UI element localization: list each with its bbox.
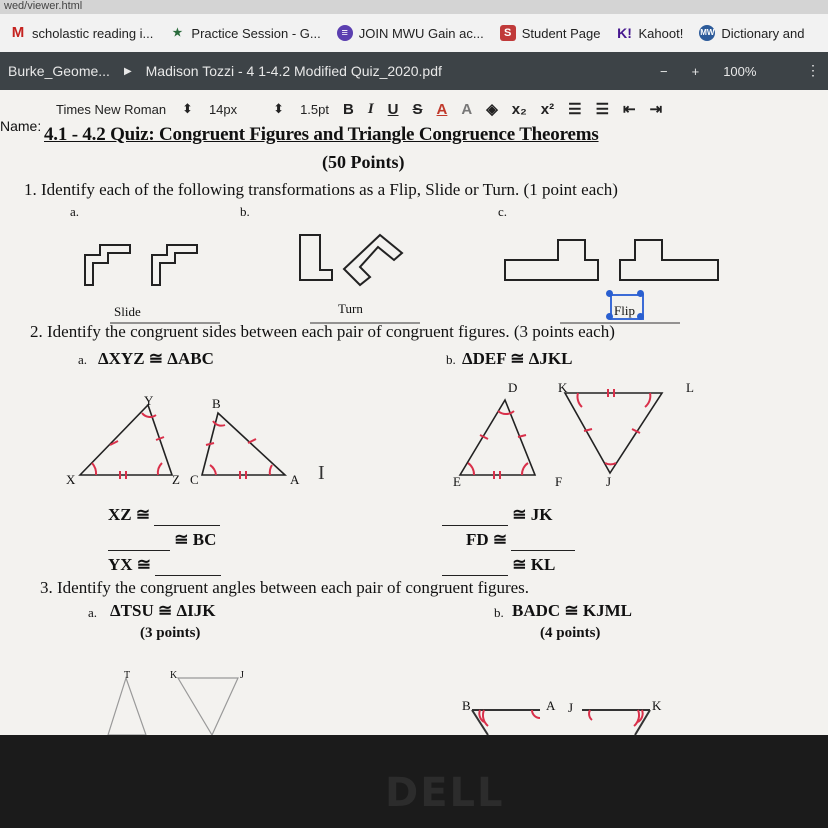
- selection-handle[interactable]: [606, 290, 613, 297]
- merriam-webster-icon: MW: [699, 25, 715, 41]
- selection-handle[interactable]: [637, 313, 644, 320]
- bold-button[interactable]: B: [342, 100, 354, 118]
- bookmark-scholastic[interactable]: M scholastic reading i...: [11, 24, 154, 41]
- paint-bucket-icon[interactable]: ◈: [486, 101, 498, 118]
- bookmark-student-page[interactable]: S Student Page: [500, 25, 601, 41]
- more-menu-icon[interactable]: ⋮: [806, 62, 820, 78]
- q2b-line-1: ≅ JK: [442, 505, 552, 526]
- q2b-label: b.: [446, 352, 456, 367]
- q1a-answer[interactable]: Slide: [114, 304, 141, 319]
- q3b-label: b.: [494, 605, 504, 620]
- q2a-line-1: XZ ≅: [108, 505, 220, 526]
- q1b-answer[interactable]: Turn: [338, 301, 363, 316]
- url-fragment: wed/viewer.html: [0, 0, 828, 14]
- selection-handle[interactable]: [606, 313, 613, 320]
- vertex-label: K: [652, 698, 662, 713]
- answer-blank[interactable]: [108, 530, 170, 551]
- bookmarks-bar: [0, 14, 828, 53]
- vertex-label: T: [124, 670, 131, 681]
- answer-blank[interactable]: [155, 555, 221, 576]
- q1a-shape-1: [85, 245, 130, 285]
- triangle-tsu: [108, 678, 146, 735]
- gmail-m-icon: M: [11, 24, 25, 41]
- bookmark-dictionary[interactable]: MW Dictionary and: [700, 25, 805, 41]
- q2a-statement: ΔXYZ ≅ ΔABC: [98, 349, 214, 368]
- vertex-label: L: [686, 380, 694, 395]
- vertex-label: D: [508, 380, 518, 395]
- q2-triangles: [60, 385, 740, 495]
- kahoot-icon: K!: [617, 25, 632, 41]
- q1-part-a: a.: [70, 204, 80, 219]
- text-cursor-icon: I: [318, 462, 325, 484]
- vertex-label: C: [190, 472, 199, 487]
- vertex-label: A: [290, 472, 300, 487]
- q1b-shape-1: [300, 235, 332, 280]
- q1b-shape-2: [344, 235, 402, 285]
- chevron-updown-icon: ⬍: [182, 101, 193, 116]
- question-3: 3. Identify the congruent angles between each pair of congruent figures.: [40, 578, 530, 597]
- q2a-line-3: YX ≅: [108, 555, 221, 576]
- question-1: 1. Identify each of the following transformations as a Flip, Slide or Turn. (1 point each): [24, 180, 618, 199]
- name-label: Name:: [0, 118, 42, 134]
- highlight-button[interactable]: A: [461, 100, 473, 118]
- q3a-statement: ΔTSU ≅ ΔIJK: [110, 601, 216, 620]
- triangle-def: [460, 400, 535, 475]
- chevron-right-icon: ▶: [123, 65, 132, 77]
- selection-handle[interactable]: [637, 290, 644, 297]
- quiz-points: (50 Points): [322, 152, 405, 172]
- answer-blank[interactable]: [442, 505, 508, 526]
- vertex-label: J: [606, 474, 612, 489]
- strikethrough-button[interactable]: S: [412, 100, 423, 118]
- q1a-shape-2: [152, 245, 197, 285]
- vertex-label: E: [453, 474, 461, 489]
- bookmark-join-mwu[interactable]: ≡ JOIN MWU Gain ac...: [337, 25, 484, 41]
- practice-star-icon: ★: [172, 27, 183, 39]
- vertex-label: Z: [172, 472, 180, 487]
- vertex-label: F: [555, 474, 563, 489]
- q2a-label: a.: [78, 352, 88, 367]
- text-format-toolbar: [40, 92, 828, 126]
- q1-part-b: b.: [240, 204, 250, 219]
- vertex-label: K: [558, 380, 568, 395]
- outdent-icon[interactable]: ⇤: [623, 101, 636, 118]
- vertex-label: A: [546, 698, 556, 713]
- q1c-shape-1: [505, 240, 598, 280]
- q3a-points: (3 points): [140, 625, 201, 641]
- q2b-line-3: ≅ KL: [442, 555, 555, 576]
- numbered-list-icon[interactable]: ☰: [595, 101, 610, 118]
- text-color-button[interactable]: A: [436, 100, 448, 118]
- answer-blank[interactable]: [154, 505, 220, 526]
- font-size-select[interactable]: 14px: [208, 101, 238, 117]
- student-page-icon: S: [500, 25, 516, 41]
- zoom-level[interactable]: 100%: [723, 63, 757, 79]
- q3-figures: [100, 668, 700, 735]
- pdf-file-name: Madison Tozzi - 4 1-4.2 Modified Quiz_2020.pdf: [145, 63, 442, 79]
- q1-part-c: c.: [498, 204, 508, 219]
- subscript-button[interactable]: x₂: [511, 100, 527, 118]
- vertex-label: X: [66, 472, 76, 487]
- q2a-line-2: ≅ BC: [108, 530, 216, 551]
- answer-blank[interactable]: [442, 555, 508, 576]
- globe-icon: ≡: [337, 25, 353, 41]
- bookmark-kahoot[interactable]: K! Kahoot!: [617, 25, 684, 41]
- quiz-title: 4.1 - 4.2 Quiz: Congruent Figures and Triangle Congruence Theorems: [44, 124, 599, 145]
- bookmark-practice-session[interactable]: ★ Practice Session - G...: [169, 25, 320, 41]
- dell-logo: DELL: [385, 770, 505, 816]
- line-height-select[interactable]: 1.5pt: [300, 101, 329, 117]
- vertex-label: B: [462, 698, 471, 713]
- vertex-label: J: [240, 670, 244, 681]
- answer-blank[interactable]: [511, 530, 575, 551]
- q3b-statement: BADC ≅ KJML: [512, 601, 633, 620]
- q3b-points: (4 points): [540, 625, 601, 641]
- superscript-button[interactable]: x²: [540, 100, 555, 118]
- bullet-list-icon[interactable]: ☰: [568, 101, 582, 118]
- underline-button[interactable]: U: [387, 100, 399, 118]
- vertex-label: K: [170, 670, 178, 681]
- zoom-in-button[interactable]: +: [691, 63, 700, 79]
- triangle-ijk: [178, 678, 238, 735]
- vertex-label: B: [212, 396, 221, 411]
- q2b-line-2: FD ≅: [466, 530, 575, 551]
- vertex-label: Y: [144, 393, 154, 408]
- question-2: 2. Identify the congruent sides between each pair of congruent figures. (3 points each): [30, 322, 615, 341]
- pdf-title-bar: [0, 52, 828, 90]
- breadcrumb-folder[interactable]: Burke_Geome...: [8, 63, 110, 79]
- q1c-shape-2: [620, 240, 718, 280]
- italic-button[interactable]: I: [367, 100, 374, 117]
- indent-icon[interactable]: ⇥: [649, 101, 663, 118]
- q2b-statement: ΔDEF ≅ ΔJKL: [462, 349, 573, 368]
- zoom-out-button[interactable]: −: [660, 63, 668, 79]
- chevron-updown-icon: ⬍: [273, 101, 285, 116]
- vertex-label: J: [568, 700, 574, 715]
- q3a-label: a.: [88, 605, 98, 620]
- q1c-answer[interactable]: Flip: [614, 303, 635, 318]
- font-family-select[interactable]: Times New Roman: [56, 101, 167, 117]
